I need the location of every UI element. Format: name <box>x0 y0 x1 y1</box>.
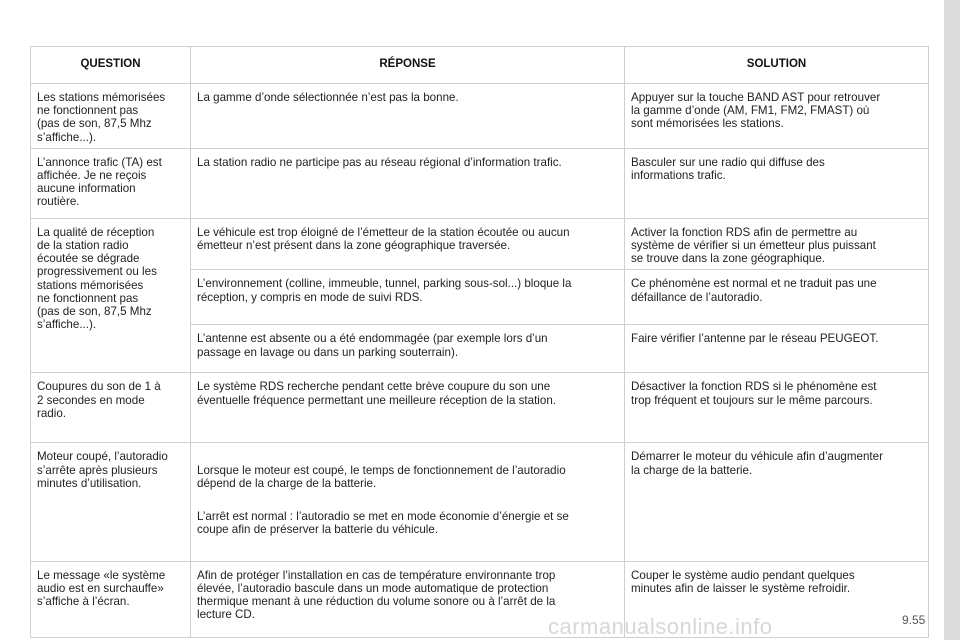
reponse-paragraph: L’arrêt est normal : l’autoradio se met en mode économie d’énergie et se coupe afin de préserver la batterie du véhicule. <box>197 510 569 537</box>
page-number: 9.55 <box>902 613 926 627</box>
reponse-paragraph: Lorsque le moteur est coupé, le temps de fonctionnement de l’autoradio dépend de la charge de la batterie. <box>197 463 566 490</box>
table-row <box>31 561 929 637</box>
table-row <box>31 84 929 149</box>
reponse-cell: Afin de protéger l’installation en cas de température environnante trop élevée, l’autoradio bascule dans un mode automatique de protection thermique menant à une réduction du volume sonore ou à l’arrêt de la lecture CD. <box>191 561 625 637</box>
solution-cell: Appuyer sur la touche BAND AST pour retrouver la gamme d’onde (AM, FM1, FM2, FMAST) où sont mémorisées les stations. <box>625 84 929 149</box>
reponse-cell: La gamme d’onde sélectionnée n’est pas la bonne. <box>191 84 625 149</box>
table-row <box>31 148 929 218</box>
reponse-cell: La station radio ne participe pas au réseau régional d’information trafic. <box>191 148 625 218</box>
reponse-cell: L’antenne est absente ou a été endommagée (par exemple lors d’un passage en lavage ou dans un parking souterrain). <box>191 325 625 373</box>
table-row <box>31 218 929 270</box>
question-cell: Les stations mémorisées ne fonctionnent pas (pas de son, 87,5 Mhz s’affiche...). <box>31 84 191 149</box>
page-edge-bar <box>944 0 960 640</box>
faq-table <box>30 46 929 638</box>
solution-cell: Désactiver la fonction RDS si le phénomène est trop fréquent et toujours sur le même parcours. <box>625 373 929 443</box>
solution-cell: Faire vérifier l’antenne par le réseau PEUGEOT. <box>625 325 929 373</box>
question-cell: Coupures du son de 1 à 2 secondes en mode radio. <box>31 373 191 443</box>
solution-cell: Activer la fonction RDS afin de permettre au système de vérifier si un émetteur plus puissant se trouve dans la zone géographique. <box>625 218 929 270</box>
reponse-cell <box>191 443 625 561</box>
table-header-row <box>31 47 929 84</box>
question-cell: Moteur coupé, l’autoradio s’arrête après plusieurs minutes d’utilisation. <box>31 443 191 561</box>
table-row <box>31 373 929 443</box>
question-cell: La qualité de réception de la station radio écoutée se dégrade progressivement ou les stations mémorisées ne fonctionnent pas (pas de son, 87,5 Mhz s’affiche...). <box>31 218 191 373</box>
watermark: carmanualsonline.info <box>548 614 773 639</box>
question-cell: L’annonce trafic (TA) est affichée. Je ne reçois aucune information routière. <box>31 148 191 218</box>
solution-cell: Basculer sur une radio qui diffuse des informations trafic. <box>625 148 929 218</box>
solution-cell: Couper le système audio pendant quelques minutes afin de laisser le système refroidir. <box>625 561 929 637</box>
reponse-cell: Le véhicule est trop éloigné de l’émetteur de la station écoutée ou aucun émetteur n’est présent dans la zone géographique traversée. <box>191 218 625 270</box>
reponse-cell: L’environnement (colline, immeuble, tunnel, parking sous-sol...) bloque la réception, y compris en mode de suivi RDS. <box>191 270 625 325</box>
reponse-cell: Le système RDS recherche pendant cette brève coupure du son une éventuelle fréquence permettant une meilleure réception de la station. <box>191 373 625 443</box>
header-reponse: RÉPONSE <box>191 47 625 84</box>
solution-cell: Démarrer le moteur du véhicule afin d’augmenter la charge de la batterie. <box>625 443 929 561</box>
question-cell: Le message «le système audio est en surchauffe» s’affiche à l’écran. <box>31 561 191 637</box>
header-question: QUESTION <box>31 47 191 84</box>
header-solution: SOLUTION <box>625 47 929 84</box>
solution-cell: Ce phénomène est normal et ne traduit pas une défaillance de l’autoradio. <box>625 270 929 325</box>
table-row <box>31 443 929 561</box>
